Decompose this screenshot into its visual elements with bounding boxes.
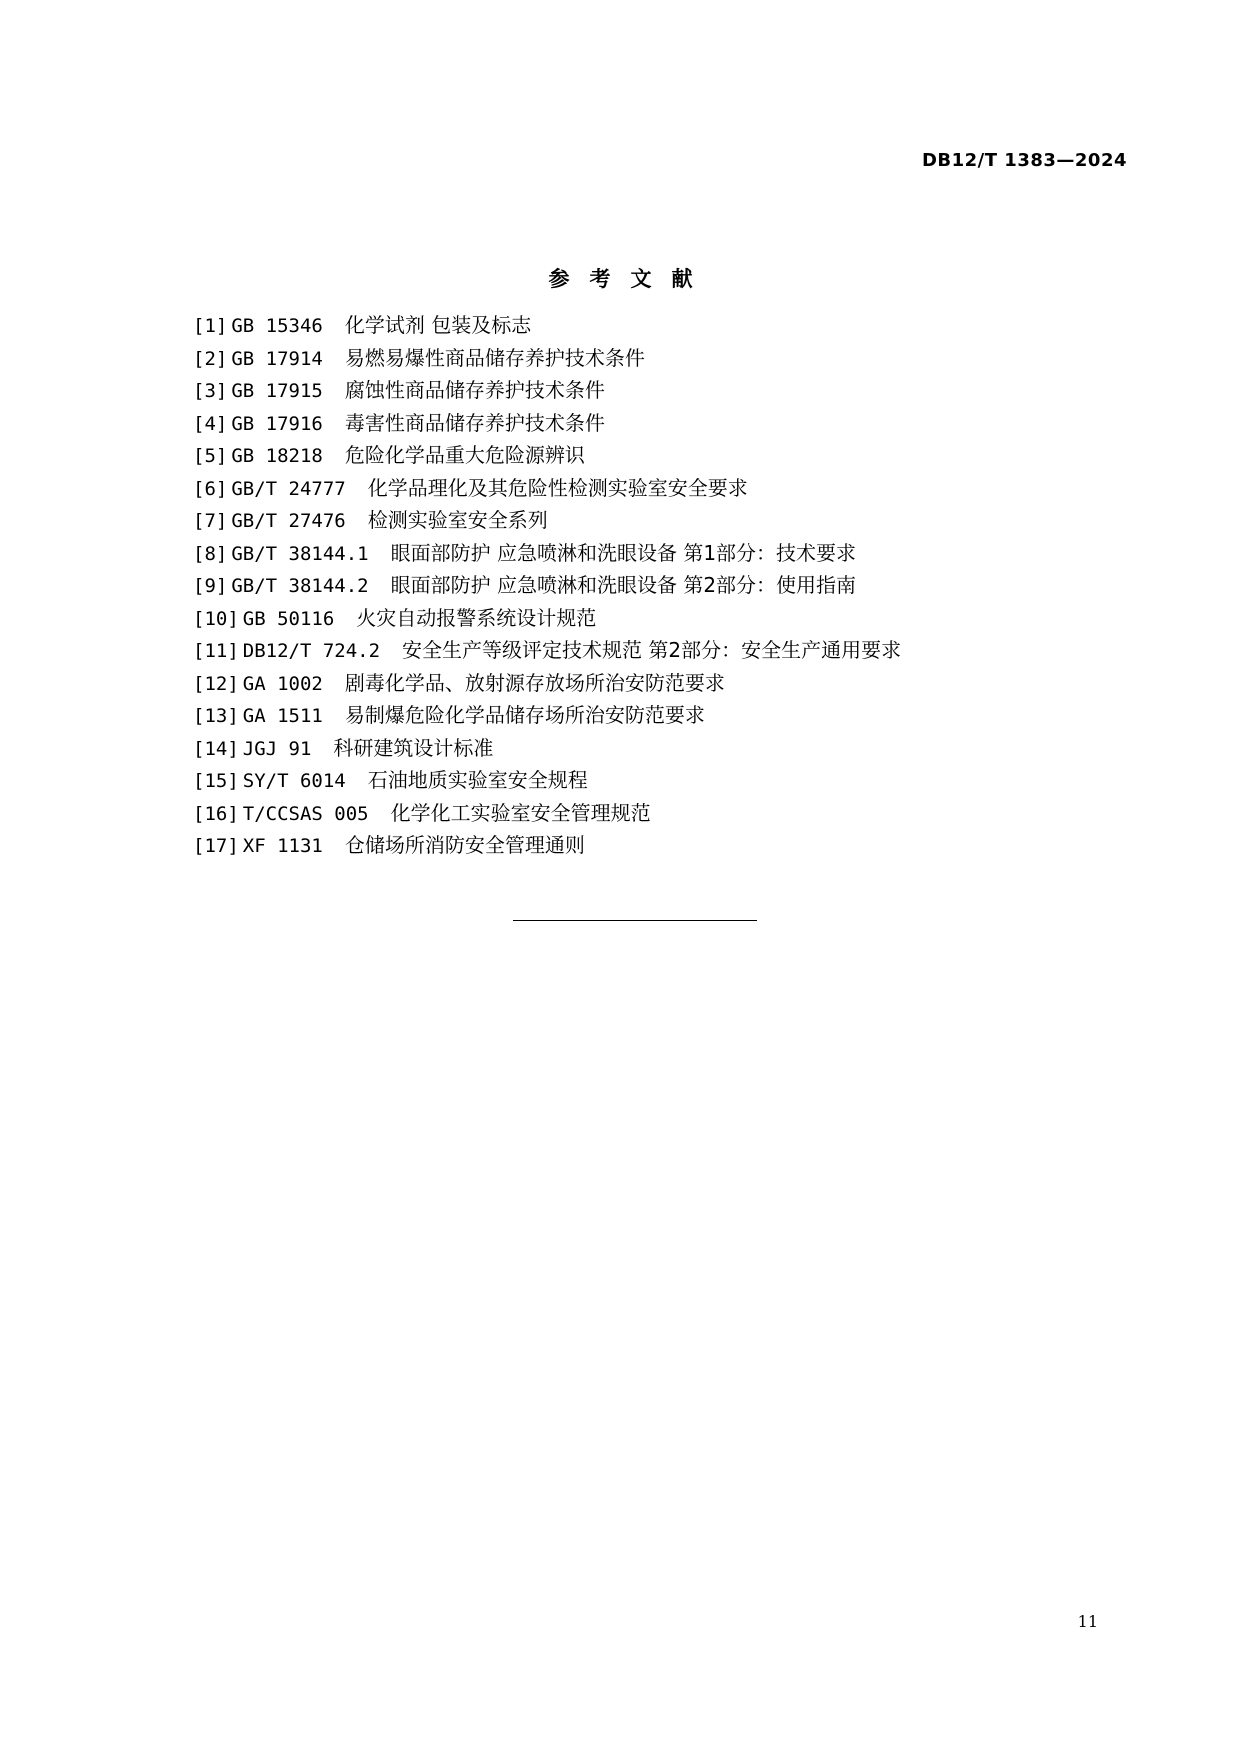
reference-code: GA 1002: [242, 672, 323, 695]
reference-code: DB12/T 724.2: [242, 640, 381, 662]
reference-index: [12]: [193, 672, 239, 695]
reference-code: GB 18218: [231, 445, 323, 467]
reference-item: [193, 504, 901, 537]
references-heading: 参考文献: [548, 267, 713, 291]
reference-code: GB/T 38144.2: [231, 575, 369, 597]
reference-title: 安全生产等级评定技术规范 第2部分：安全生产通用要求: [402, 638, 902, 662]
reference-item: [193, 439, 901, 472]
reference-index: [8]: [193, 542, 228, 565]
reference-title: 化学品理化及其危险性检测实验室安全要求: [367, 475, 748, 500]
reference-code: GB 17914: [231, 347, 323, 370]
reference-item: [193, 699, 901, 732]
reference-item: [193, 634, 901, 667]
reference-title: 眼面部防护 应急喷淋和洗眼设备 第2部分：使用指南: [390, 573, 857, 597]
reference-title: 易燃易爆性商品储存养护技术条件: [344, 345, 645, 370]
reference-code: JGJ 91: [242, 737, 312, 760]
reference-title: 易制爆危险化学品储存场所治安防范要求: [344, 703, 705, 727]
reference-item: [193, 472, 901, 505]
standard-code: DB12/T 1383—2024: [921, 150, 1127, 171]
reference-item: [193, 374, 901, 407]
reference-item: [193, 342, 901, 375]
reference-item: [193, 407, 901, 440]
reference-item: [193, 537, 901, 570]
reference-index: [13]: [193, 705, 239, 727]
reference-index: [5]: [193, 445, 228, 467]
reference-index: [4]: [193, 412, 228, 435]
reference-index: [11]: [193, 640, 239, 662]
reference-title: 仓储场所消防安全管理通则: [344, 833, 585, 857]
reference-item: [193, 797, 901, 830]
reference-code: SY/T 6014: [242, 770, 346, 792]
reference-item: [193, 602, 901, 635]
reference-list: [193, 309, 901, 862]
reference-code: GB/T 24777: [231, 477, 346, 500]
reference-item: [193, 829, 901, 862]
reference-title: 石油地质实验室安全规程: [367, 768, 588, 792]
reference-code: GB 15346: [231, 315, 323, 337]
reference-code: GB/T 27476: [231, 510, 346, 532]
reference-index: [1]: [193, 315, 228, 337]
reference-index: [14]: [193, 737, 239, 760]
reference-code: GA 1511: [242, 705, 323, 727]
reference-index: [17]: [193, 835, 239, 857]
reference-item: [193, 569, 901, 602]
reference-index: [9]: [193, 575, 228, 597]
reference-index: [16]: [193, 802, 239, 825]
reference-title: 火灾自动报警系统设计规范: [356, 605, 597, 630]
reference-index: [6]: [193, 477, 228, 500]
reference-code: T/CCSAS 005: [242, 802, 369, 825]
reference-title: 剧毒化学品、放射源存放场所治安防范要求: [344, 670, 725, 695]
reference-code: GB/T 38144.1: [231, 542, 369, 565]
reference-index: [3]: [193, 380, 228, 402]
reference-index: [7]: [193, 510, 228, 532]
reference-title: 化学化工实验室安全管理规范: [390, 800, 651, 825]
reference-item: [193, 732, 901, 765]
reference-title: 毒害性商品储存养护技术条件: [344, 410, 605, 435]
reference-code: GB 50116: [242, 607, 335, 630]
page-number: 11: [1077, 1612, 1098, 1631]
end-divider: [513, 920, 757, 921]
reference-item: [193, 309, 901, 342]
reference-title: 科研建筑设计标准: [333, 735, 494, 760]
reference-title: 检测实验室安全系列: [367, 508, 548, 532]
reference-item: [193, 764, 901, 797]
reference-index: [10]: [193, 607, 239, 630]
reference-index: [2]: [193, 347, 228, 370]
reference-title: 腐蚀性商品储存养护技术条件: [344, 378, 605, 402]
reference-title: 危险化学品重大危险源辨识: [344, 443, 585, 467]
reference-item: [193, 667, 901, 700]
reference-code: GB 17916: [231, 412, 323, 435]
reference-code: GB 17915: [231, 380, 323, 402]
reference-title: 眼面部防护 应急喷淋和洗眼设备 第1部分：技术要求: [390, 540, 857, 565]
reference-code: XF 1131: [242, 835, 323, 857]
reference-index: [15]: [193, 770, 239, 792]
reference-title: 化学试剂 包装及标志: [344, 313, 532, 337]
